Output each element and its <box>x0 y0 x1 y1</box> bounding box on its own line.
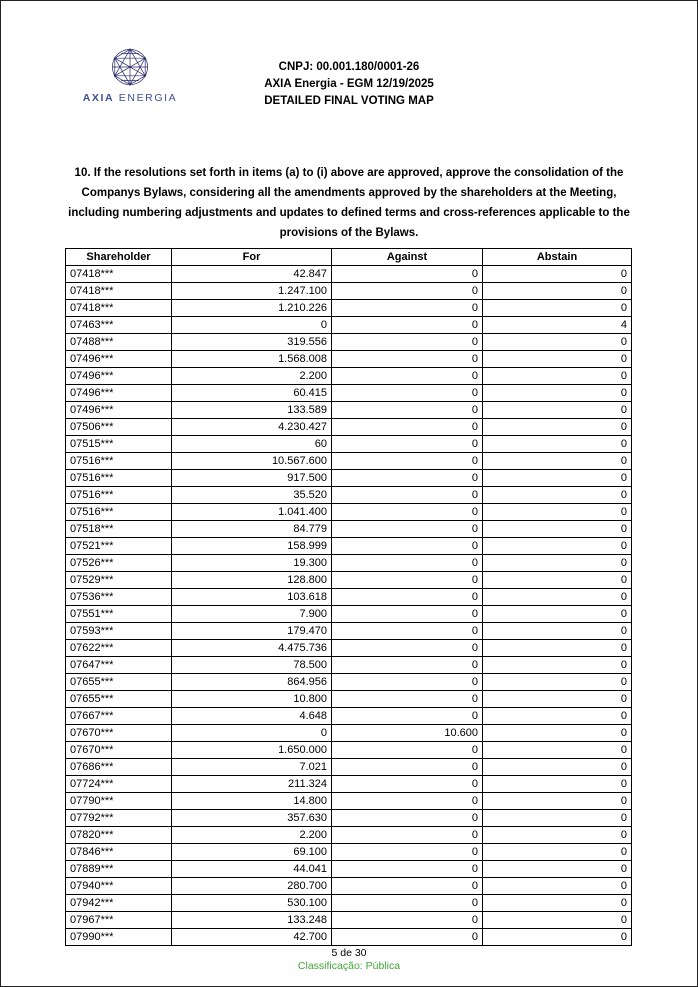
shareholder-cell: 07506*** <box>66 419 172 436</box>
against-cell: 0 <box>332 657 483 674</box>
abstain-cell: 0 <box>483 300 632 317</box>
shareholder-cell: 07990*** <box>66 929 172 946</box>
document-title: DETAILED FINAL VOTING MAP <box>264 95 434 107</box>
shareholder-cell: 07515*** <box>66 436 172 453</box>
abstain-cell: 0 <box>483 861 632 878</box>
table-row <box>66 521 632 538</box>
abstain-cell: 0 <box>483 759 632 776</box>
against-cell: 10.600 <box>332 725 483 742</box>
abstain-cell: 0 <box>483 827 632 844</box>
column-header: Against <box>332 249 483 266</box>
for-cell: 44.041 <box>172 861 332 878</box>
against-cell: 0 <box>332 691 483 708</box>
for-cell: 2.200 <box>172 827 332 844</box>
abstain-cell: 0 <box>483 572 632 589</box>
against-cell: 0 <box>332 810 483 827</box>
resolution-item-10 <box>1 163 697 243</box>
table-row <box>66 623 632 640</box>
for-cell: 1.041.400 <box>172 504 332 521</box>
against-cell: 0 <box>332 300 483 317</box>
shareholder-cell: 07647*** <box>66 657 172 674</box>
for-cell: 4.475.736 <box>172 640 332 657</box>
for-cell: 0 <box>172 725 332 742</box>
for-cell: 2.200 <box>172 368 332 385</box>
cnpj-line: CNPJ: 00.001.180/0001-26 <box>278 61 420 73</box>
for-cell: 1.568.008 <box>172 351 332 368</box>
against-cell: 0 <box>332 827 483 844</box>
shareholder-cell: 07496*** <box>66 385 172 402</box>
against-cell: 0 <box>332 487 483 504</box>
shareholder-cell: 07418*** <box>66 300 172 317</box>
document-header <box>1 1 697 153</box>
against-cell: 0 <box>332 895 483 912</box>
against-cell: 0 <box>332 793 483 810</box>
table-row <box>66 470 632 487</box>
against-cell: 0 <box>332 742 483 759</box>
shareholder-cell: 07521*** <box>66 538 172 555</box>
for-cell: 1.650.000 <box>172 742 332 759</box>
abstain-cell: 0 <box>483 453 632 470</box>
against-cell: 0 <box>332 317 483 334</box>
for-cell: 128.800 <box>172 572 332 589</box>
against-cell: 0 <box>332 640 483 657</box>
shareholder-cell: 07686*** <box>66 759 172 776</box>
table-row <box>66 895 632 912</box>
shareholder-cell: 07820*** <box>66 827 172 844</box>
shareholder-cell: 07655*** <box>66 691 172 708</box>
abstain-cell: 0 <box>483 334 632 351</box>
resolution-line: Companys Bylaws, considering all the amendments approved by the shareholders at the Meeting, <box>81 187 617 199</box>
against-cell: 0 <box>332 504 483 521</box>
shareholder-cell: 07940*** <box>66 878 172 895</box>
table-row <box>66 708 632 725</box>
against-cell: 0 <box>332 674 483 691</box>
abstain-cell: 0 <box>483 929 632 946</box>
shareholder-cell: 07792*** <box>66 810 172 827</box>
column-header: Abstain <box>483 249 632 266</box>
shareholder-cell: 07670*** <box>66 725 172 742</box>
table-row <box>66 351 632 368</box>
table-row <box>66 538 632 555</box>
against-cell: 0 <box>332 419 483 436</box>
shareholder-cell: 07846*** <box>66 844 172 861</box>
abstain-cell: 0 <box>483 504 632 521</box>
for-cell: 69.100 <box>172 844 332 861</box>
abstain-cell: 0 <box>483 776 632 793</box>
against-cell: 0 <box>332 402 483 419</box>
table-row <box>66 725 632 742</box>
against-cell: 0 <box>332 623 483 640</box>
table-row <box>66 878 632 895</box>
shareholder-cell: 07496*** <box>66 368 172 385</box>
shareholder-cell: 07724*** <box>66 776 172 793</box>
for-cell: 133.589 <box>172 402 332 419</box>
abstain-cell: 0 <box>483 912 632 929</box>
table-row <box>66 487 632 504</box>
for-cell: 7.021 <box>172 759 332 776</box>
for-cell: 357.630 <box>172 810 332 827</box>
abstain-cell: 0 <box>483 266 632 283</box>
table-row <box>66 827 632 844</box>
table-row <box>66 657 632 674</box>
table-row <box>66 742 632 759</box>
for-cell: 1.210.226 <box>172 300 332 317</box>
abstain-cell: 0 <box>483 589 632 606</box>
shareholder-cell: 07622*** <box>66 640 172 657</box>
shareholder-cell: 07667*** <box>66 708 172 725</box>
table-row <box>66 555 632 572</box>
for-cell: 4.648 <box>172 708 332 725</box>
resolution-line: provisions of the Bylaws. <box>279 227 419 239</box>
against-cell: 0 <box>332 572 483 589</box>
shareholder-cell: 07655*** <box>66 674 172 691</box>
table-row <box>66 334 632 351</box>
table-row <box>66 844 632 861</box>
resolution-line: 10. If the resolutions set forth in items (a) to (i) above are approved, approve the consolidation of the <box>74 167 624 179</box>
abstain-cell: 0 <box>483 606 632 623</box>
for-cell: 84.779 <box>172 521 332 538</box>
abstain-cell: 0 <box>483 419 632 436</box>
abstain-cell: 0 <box>483 895 632 912</box>
against-cell: 0 <box>332 436 483 453</box>
meeting-title: AXIA Energia - EGM 12/19/2025 <box>264 78 434 90</box>
shareholder-cell: 07496*** <box>66 402 172 419</box>
brand-primary: AXIA <box>82 92 115 104</box>
against-cell: 0 <box>332 368 483 385</box>
column-header: Shareholder <box>66 249 172 266</box>
abstain-cell: 0 <box>483 657 632 674</box>
abstain-cell: 0 <box>483 793 632 810</box>
abstain-cell: 0 <box>483 521 632 538</box>
abstain-cell: 0 <box>483 555 632 572</box>
against-cell: 0 <box>332 283 483 300</box>
for-cell: 1.247.100 <box>172 283 332 300</box>
for-cell: 10.567.600 <box>172 453 332 470</box>
table-row <box>66 300 632 317</box>
for-cell: 42.847 <box>172 266 332 283</box>
shareholder-cell: 07536*** <box>66 589 172 606</box>
page-footer <box>1 947 697 973</box>
against-cell: 0 <box>332 861 483 878</box>
shareholder-cell: 07529*** <box>66 572 172 589</box>
for-cell: 14.800 <box>172 793 332 810</box>
abstain-cell: 0 <box>483 487 632 504</box>
shareholder-cell: 07790*** <box>66 793 172 810</box>
against-cell: 0 <box>332 334 483 351</box>
against-cell: 0 <box>332 776 483 793</box>
for-cell: 917.500 <box>172 470 332 487</box>
shareholder-cell: 07670*** <box>66 742 172 759</box>
table-row <box>66 419 632 436</box>
shareholder-cell: 07463*** <box>66 317 172 334</box>
resolution-line: including numbering adjustments and updates to defined terms and cross-references applicable to the <box>68 207 630 219</box>
for-cell: 319.556 <box>172 334 332 351</box>
against-cell: 0 <box>332 759 483 776</box>
shareholder-cell: 07516*** <box>66 453 172 470</box>
against-cell: 0 <box>332 521 483 538</box>
table-row <box>66 572 632 589</box>
against-cell: 0 <box>332 470 483 487</box>
against-cell: 0 <box>332 708 483 725</box>
table-row <box>66 674 632 691</box>
for-cell: 864.956 <box>172 674 332 691</box>
for-cell: 133.248 <box>172 912 332 929</box>
shareholder-cell: 07889*** <box>66 861 172 878</box>
for-cell: 530.100 <box>172 895 332 912</box>
table-row <box>66 861 632 878</box>
against-cell: 0 <box>332 912 483 929</box>
for-cell: 179.470 <box>172 623 332 640</box>
table-row <box>66 385 632 402</box>
shareholder-cell: 07418*** <box>66 266 172 283</box>
for-cell: 158.999 <box>172 538 332 555</box>
table-row <box>66 810 632 827</box>
logo <box>71 43 189 104</box>
for-cell: 103.618 <box>172 589 332 606</box>
page-number: 5 de 30 <box>331 947 367 959</box>
for-cell: 7.900 <box>172 606 332 623</box>
abstain-cell: 0 <box>483 674 632 691</box>
for-cell: 280.700 <box>172 878 332 895</box>
table-row <box>66 589 632 606</box>
table-row <box>66 793 632 810</box>
shareholder-cell: 07496*** <box>66 351 172 368</box>
table-row <box>66 606 632 623</box>
shareholder-cell: 07516*** <box>66 470 172 487</box>
axia-sphere-logo-icon <box>106 43 154 91</box>
for-cell: 0 <box>172 317 332 334</box>
logo-wordmark <box>71 92 189 104</box>
shareholder-cell: 07516*** <box>66 504 172 521</box>
abstain-cell: 4 <box>483 317 632 334</box>
table-row <box>66 266 632 283</box>
table-row <box>66 912 632 929</box>
for-cell: 60.415 <box>172 385 332 402</box>
shareholder-cell: 07488*** <box>66 334 172 351</box>
abstain-cell: 0 <box>483 470 632 487</box>
against-cell: 0 <box>332 453 483 470</box>
shareholder-cell: 07967*** <box>66 912 172 929</box>
against-cell: 0 <box>332 878 483 895</box>
abstain-cell: 0 <box>483 725 632 742</box>
abstain-cell: 0 <box>483 640 632 657</box>
abstain-cell: 0 <box>483 878 632 895</box>
abstain-cell: 0 <box>483 844 632 861</box>
against-cell: 0 <box>332 589 483 606</box>
abstain-cell: 0 <box>483 691 632 708</box>
shareholder-cell: 07551*** <box>66 606 172 623</box>
for-cell: 19.300 <box>172 555 332 572</box>
for-cell: 10.800 <box>172 691 332 708</box>
abstain-cell: 0 <box>483 368 632 385</box>
abstain-cell: 0 <box>483 742 632 759</box>
table-row <box>66 317 632 334</box>
table-row <box>66 640 632 657</box>
classification-label: Classificação: Pública <box>297 960 401 972</box>
for-cell: 42.700 <box>172 929 332 946</box>
brand-secondary: ENERGIA <box>118 92 178 104</box>
against-cell: 0 <box>332 929 483 946</box>
table-row <box>66 283 632 300</box>
table-row <box>66 402 632 419</box>
for-cell: 35.520 <box>172 487 332 504</box>
shareholder-cell: 07942*** <box>66 895 172 912</box>
table-row <box>66 929 632 946</box>
against-cell: 0 <box>332 844 483 861</box>
abstain-cell: 0 <box>483 385 632 402</box>
table-row <box>66 453 632 470</box>
for-cell: 4.230.427 <box>172 419 332 436</box>
table-row <box>66 776 632 793</box>
table-row <box>66 368 632 385</box>
abstain-cell: 0 <box>483 283 632 300</box>
for-cell: 78.500 <box>172 657 332 674</box>
voting-table <box>65 248 632 946</box>
shareholder-cell: 07593*** <box>66 623 172 640</box>
shareholder-cell: 07516*** <box>66 487 172 504</box>
abstain-cell: 0 <box>483 810 632 827</box>
shareholder-cell: 07418*** <box>66 283 172 300</box>
against-cell: 0 <box>332 385 483 402</box>
abstain-cell: 0 <box>483 351 632 368</box>
against-cell: 0 <box>332 351 483 368</box>
abstain-cell: 0 <box>483 436 632 453</box>
shareholder-cell: 07526*** <box>66 555 172 572</box>
table-row <box>66 691 632 708</box>
against-cell: 0 <box>332 538 483 555</box>
against-cell: 0 <box>332 555 483 572</box>
table-row <box>66 436 632 453</box>
table-row <box>66 504 632 521</box>
abstain-cell: 0 <box>483 402 632 419</box>
for-cell: 211.324 <box>172 776 332 793</box>
for-cell: 60 <box>172 436 332 453</box>
against-cell: 0 <box>332 266 483 283</box>
table-row <box>66 759 632 776</box>
column-header: For <box>172 249 332 266</box>
against-cell: 0 <box>332 606 483 623</box>
table-header-row <box>66 249 632 266</box>
abstain-cell: 0 <box>483 538 632 555</box>
abstain-cell: 0 <box>483 623 632 640</box>
abstain-cell: 0 <box>483 708 632 725</box>
shareholder-cell: 07518*** <box>66 521 172 538</box>
